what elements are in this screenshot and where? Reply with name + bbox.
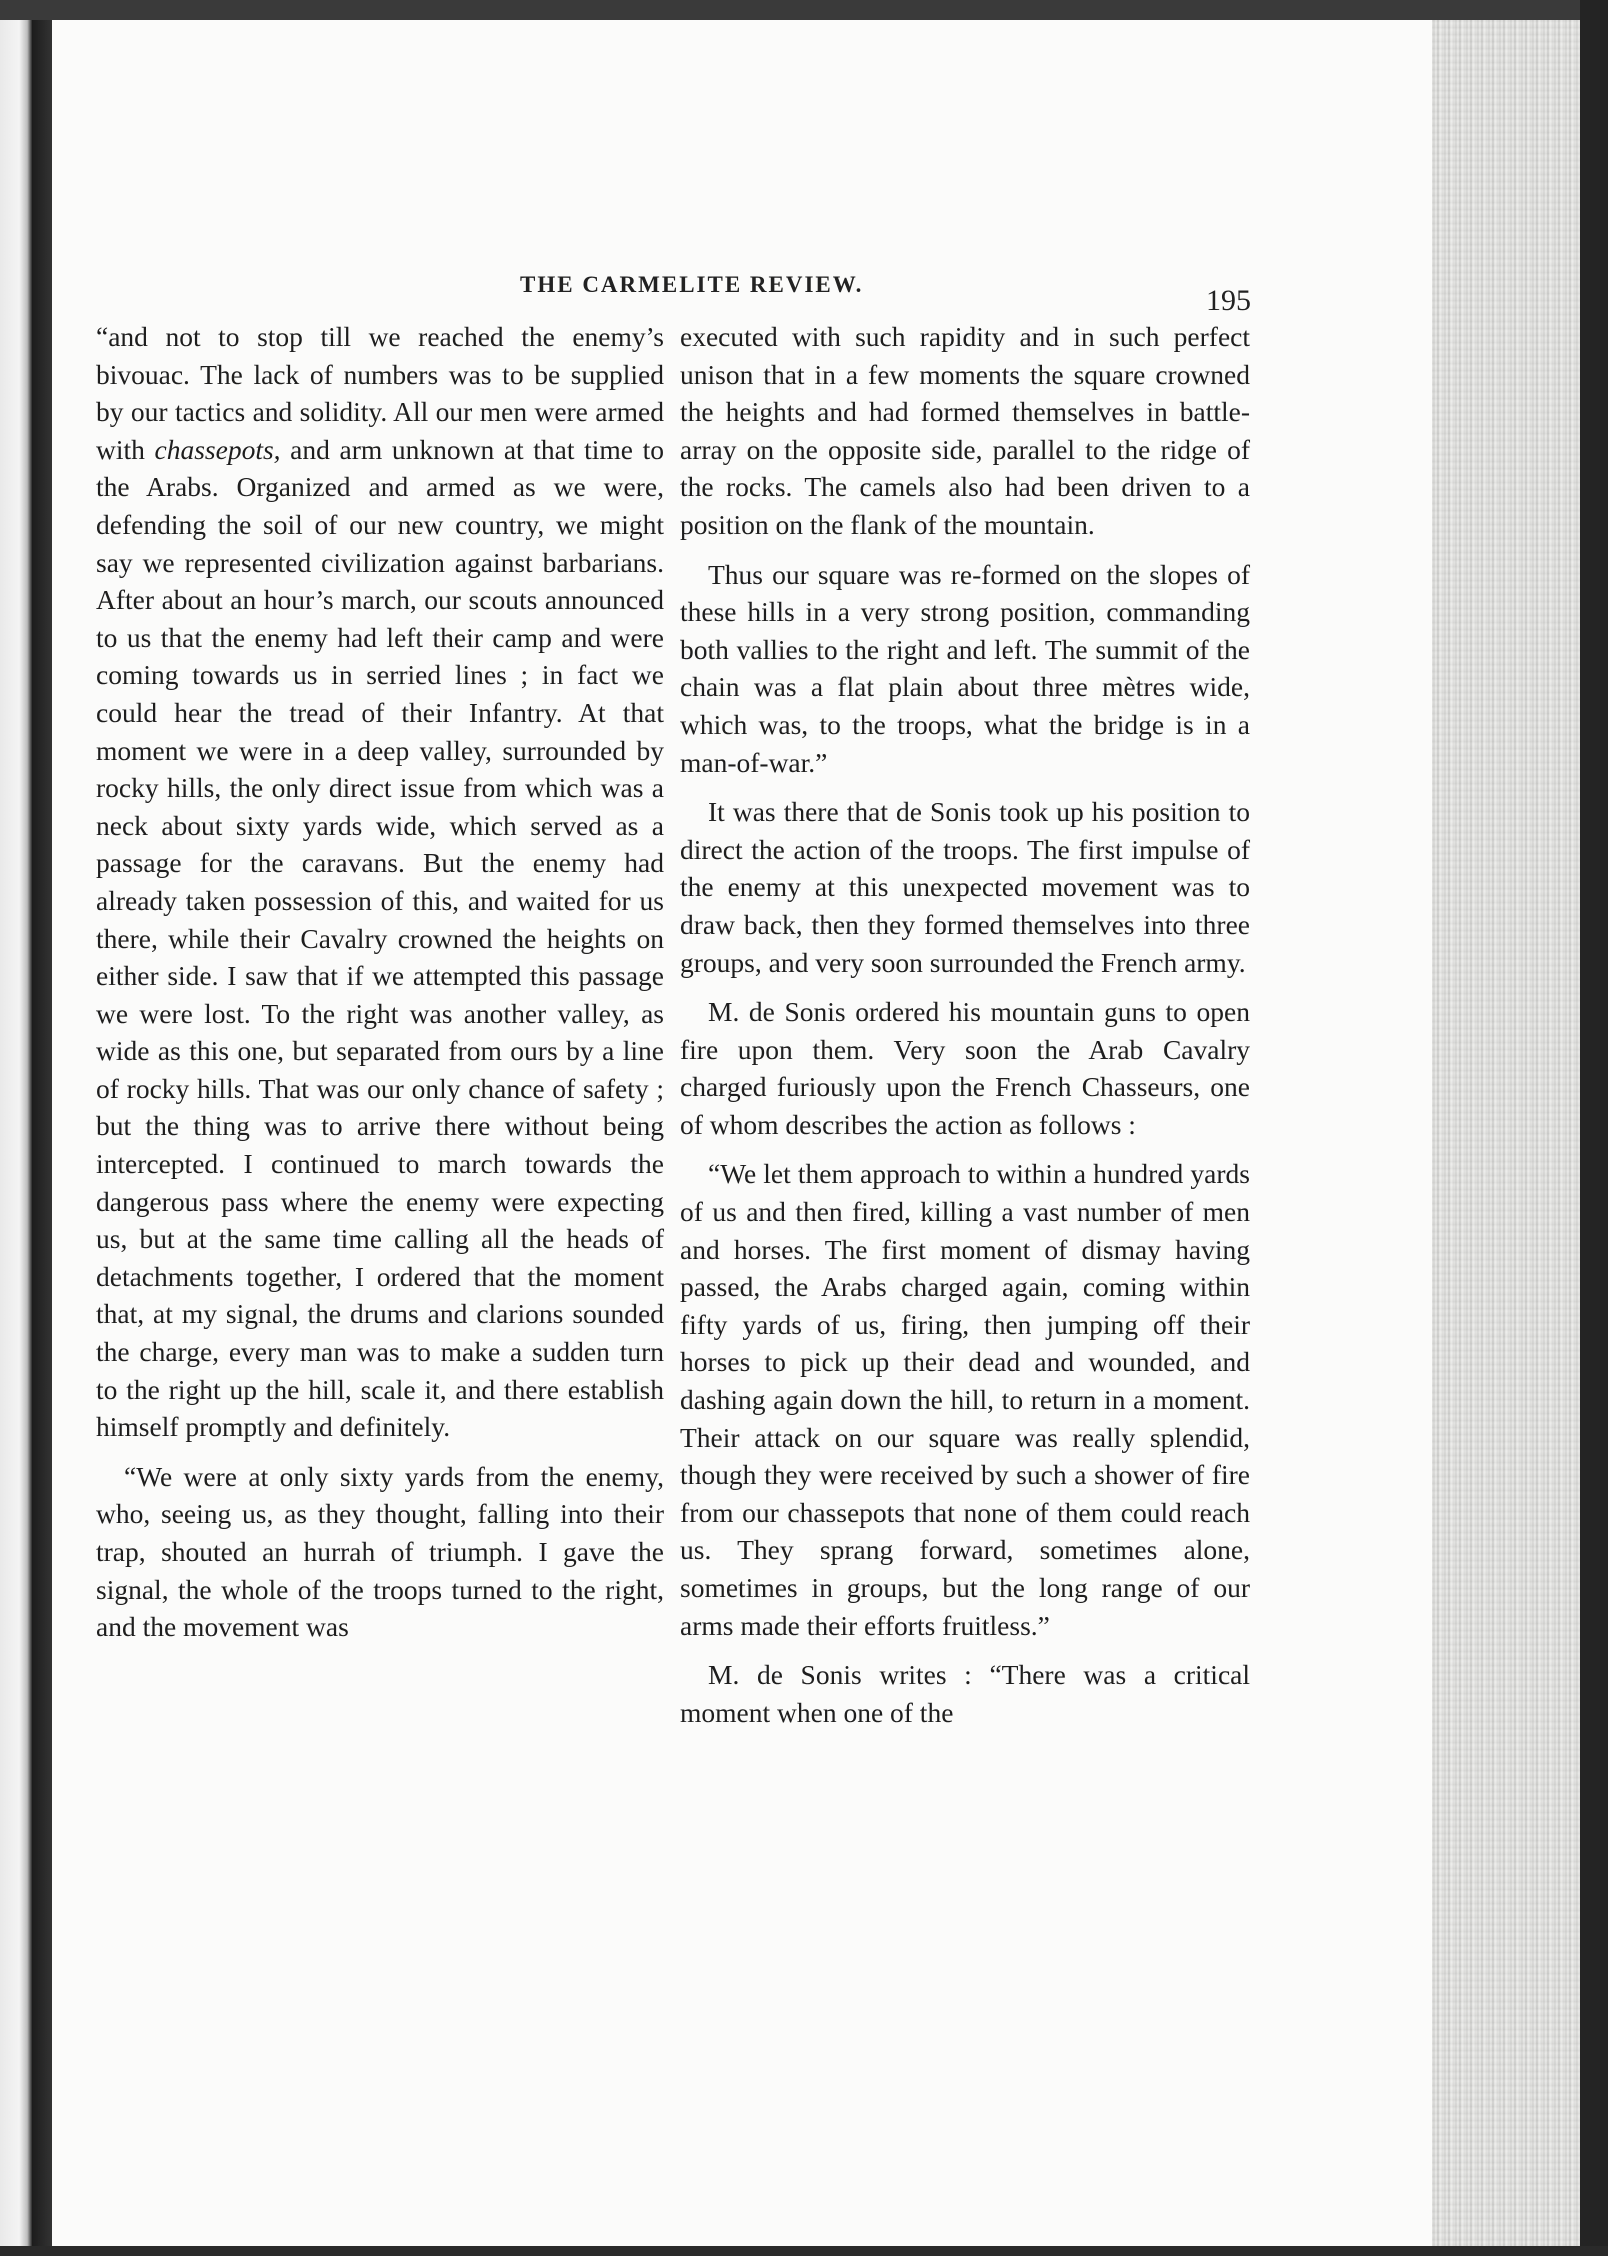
page-stack-edges xyxy=(1432,20,1580,2246)
right-paragraph-5: “We let them approach to within a hundred yards of us and then fired, killing a vast number of men and horses. The first moment of dismay having passed, the Arabs charged again, coming within fifty yards of us, firing, then jumping off their horses to pick up their dead and wounded, and dashing again down the hill, to return in a moment. Their attack on our square was really splendid, though they were received by such a shower of fire from our chassepots that none of them could reach us. They sprang forward, sometimes alone, sometimes in groups, but the long range of our arms made their efforts fruitless.” xyxy=(680,1158,1250,1641)
scan-background-bottom xyxy=(0,2246,1608,2256)
right-column xyxy=(680,318,1250,1731)
right-paragraph-2: Thus our square was re-formed on the slopes of these hills in a very strong position, commanding both vallies to the right and left. The summit of the chain was a flat plain about three mètres wide, which was, to the troops, what the bridge is in a man-of-war.” xyxy=(680,558,1250,778)
left-column xyxy=(96,318,664,1646)
running-head: THE CARMELITE REVIEW. xyxy=(520,272,864,297)
left-paragraph-1 xyxy=(96,318,664,1446)
right-paragraph-6: M. de Sonis writes : “There was a critical moment when one of the xyxy=(680,1659,1250,1728)
right-paragraph-3: It was there that de Sonis took up his position to direct the action of the troops. The first impulse of the enemy at this unexpected movement was to draw back, then they formed themselves into three groups, and very soon surrounded the French army. xyxy=(680,796,1250,978)
scan-background-right xyxy=(1580,0,1608,2256)
previous-page-edge xyxy=(0,20,32,2256)
right-paragraph-4: M. de Sonis ordered his mountain guns to open fire upon them. Very soon the Arab Cavalry charged furiously upon the French Chasseurs, one of whom describes the action as follows : xyxy=(680,996,1250,1140)
left-paragraph-1-end: and arm unknown at that time to the Arabs. Organized and armed as we were, defending the soil of our new country, we might say we represented civilization against barbarians. After about an hour’s march, our scouts announced to us that the enemy had left their camp and were coming towards us in serried lines ; in fact we could hear the tread of their Infantry. At that moment we were in a deep valley, surrounded by rocky hills, the only direct issue from which was a neck about sixty yards wide, which served as a passage for the caravans. But the enemy had already taken possession of this, and waited for us there, while their Cavalry crowned the heights on either side. I saw that if we attempted this passage we were lost. To the right was another valley, as wide as this one, but separated from ours by a line of rocky hills. That was our only chance of safety ; but the thing was to arrive there without being intercepted. I continued to march towards the dangerous pass where the enemy were expecting us, but at the same time calling all the heads of detachments together, I ordered that the moment that, at my signal, the drums and clarions sounded the charge, every man was to make a sudden turn to the right up the hill, scale it, and there establish himself promptly and definitely. xyxy=(96,433,665,1443)
left-paragraph-1-start: “and not to stop till we reached the enemy’s bivouac. The lack of numbers was to be supplied by our tactics and solidity. All our men were armed with xyxy=(96,321,664,465)
right-paragraph-1: executed with such rapidity and in such perfect unison that in a few moments the square crowned the heights and had formed themselves in battle-array on the opposite side, parallel to the ridge of the rocks. The camels also had been driven to a position on the flank of the mountain. xyxy=(680,321,1250,540)
book-binding xyxy=(32,20,52,2256)
left-paragraph-2: “We were at only sixty yards from the enemy, who, seeing us, as they thought, falling into their trap, shouted an hurrah of triumph. I gave the signal, the whole of the troops turned to the right, and the movement was xyxy=(96,1460,664,1643)
left-paragraph-1-italic: chassepots, xyxy=(154,433,281,465)
page-number: 195 xyxy=(1206,284,1251,317)
